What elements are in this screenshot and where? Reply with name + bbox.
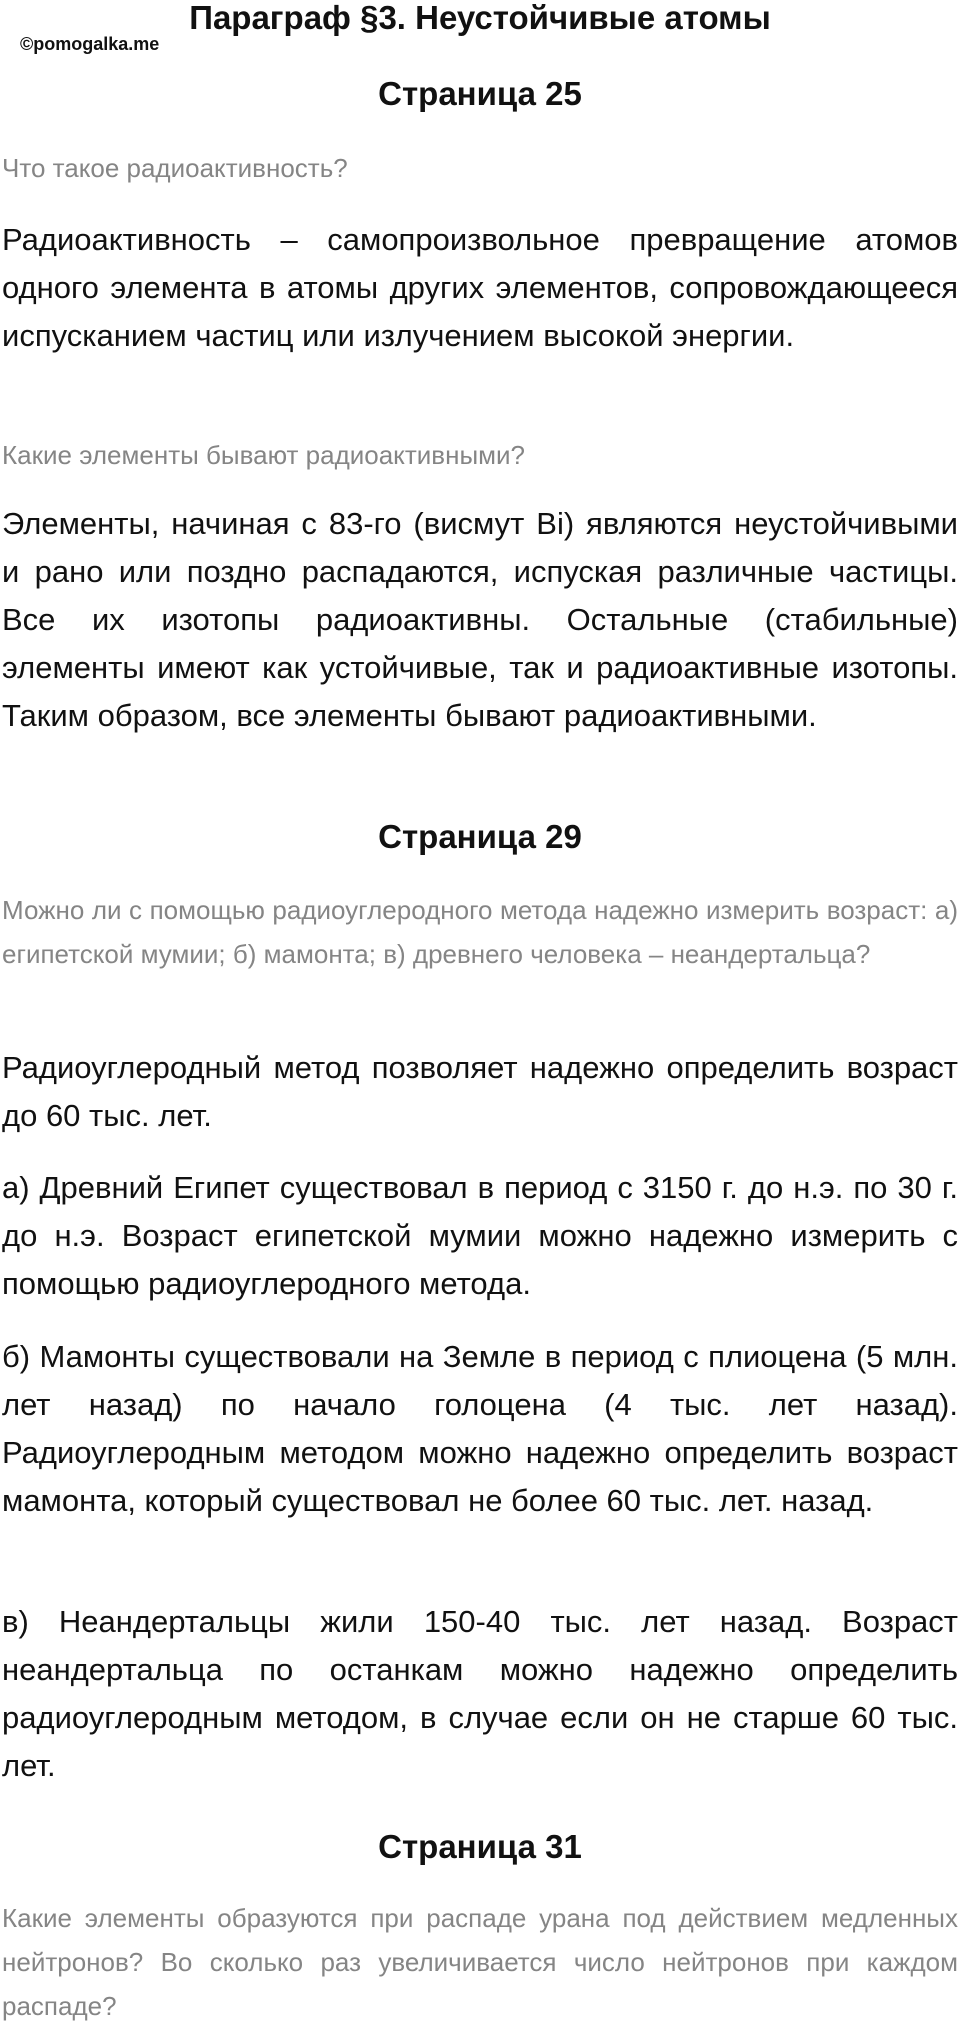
question-radioactivity: Что такое радиоактивность?	[2, 153, 348, 183]
watermark: ©pomogalka.me	[20, 34, 160, 54]
answer-radiocarbon-b: б) Мамонты существовали на Земле в период с плиоцена (5 млн. лет назад) по начало голоцена (4 тыс. лет назад). Радиоуглеродным методом можно надежно определить возраст мамонта, который существовал не более 60 тыс. лет. назад.	[2, 1339, 958, 1518]
question-radioactive-elements: Какие элементы бывают радиоактивными?	[2, 440, 525, 470]
section-heading-page-29: Страница 29	[378, 818, 582, 855]
question-uranium-fission: Какие элементы образуются при распаде урана под действием медленных нейтронов? Во сколько раз увеличивается число нейтронов при каждом распаде?	[2, 1903, 958, 2021]
answer-radioactive-elements: Элементы, начиная с 83-го (висмут Bi) являются неустойчивыми и рано или поздно распадаются, испуская различные частицы. Все их изотопы радиоактивны. Остальные (стабильные) элементы имеют как устойчивые, так и радиоактивные изотопы. Таким образом, все элементы бывают радиоактивными.	[2, 506, 958, 733]
section-heading-page-31: Страница 31	[378, 1828, 582, 1865]
question-radiocarbon: Можно ли с помощью радиоуглеродного метода надежно измерить возраст: а) египетской мумии; б) мамонта; в) древнего человека – неандертальца?	[2, 895, 958, 969]
paragraph-title: Параграф §3. Неустойчивые атомы	[189, 0, 771, 36]
answer-radiocarbon-intro: Радиоуглеродный метод позволяет надежно определить возраст до 60 тыс. лет.	[2, 1050, 958, 1133]
answer-radiocarbon-a: а) Древний Египет существовал в период с 3150 г. до н.э. по 30 г. до н.э. Возраст египетской мумии можно надежно измерить с помощью радиоуглеродного метода.	[2, 1170, 958, 1301]
answer-radioactivity: Радиоактивность – самопроизвольное превращение атомов одного элемента в атомы других элементов, сопровождающееся испусканием частиц или излучением высокой энергии.	[2, 222, 958, 353]
section-heading-page-25: Страница 25	[378, 75, 582, 112]
answer-radiocarbon-c: в) Неандертальцы жили 150-40 тыс. лет назад. Возраст неандертальца по останкам можно надежно определить радиоуглеродным методом, в случае если он не старше 60 тыс. лет.	[2, 1604, 958, 1783]
